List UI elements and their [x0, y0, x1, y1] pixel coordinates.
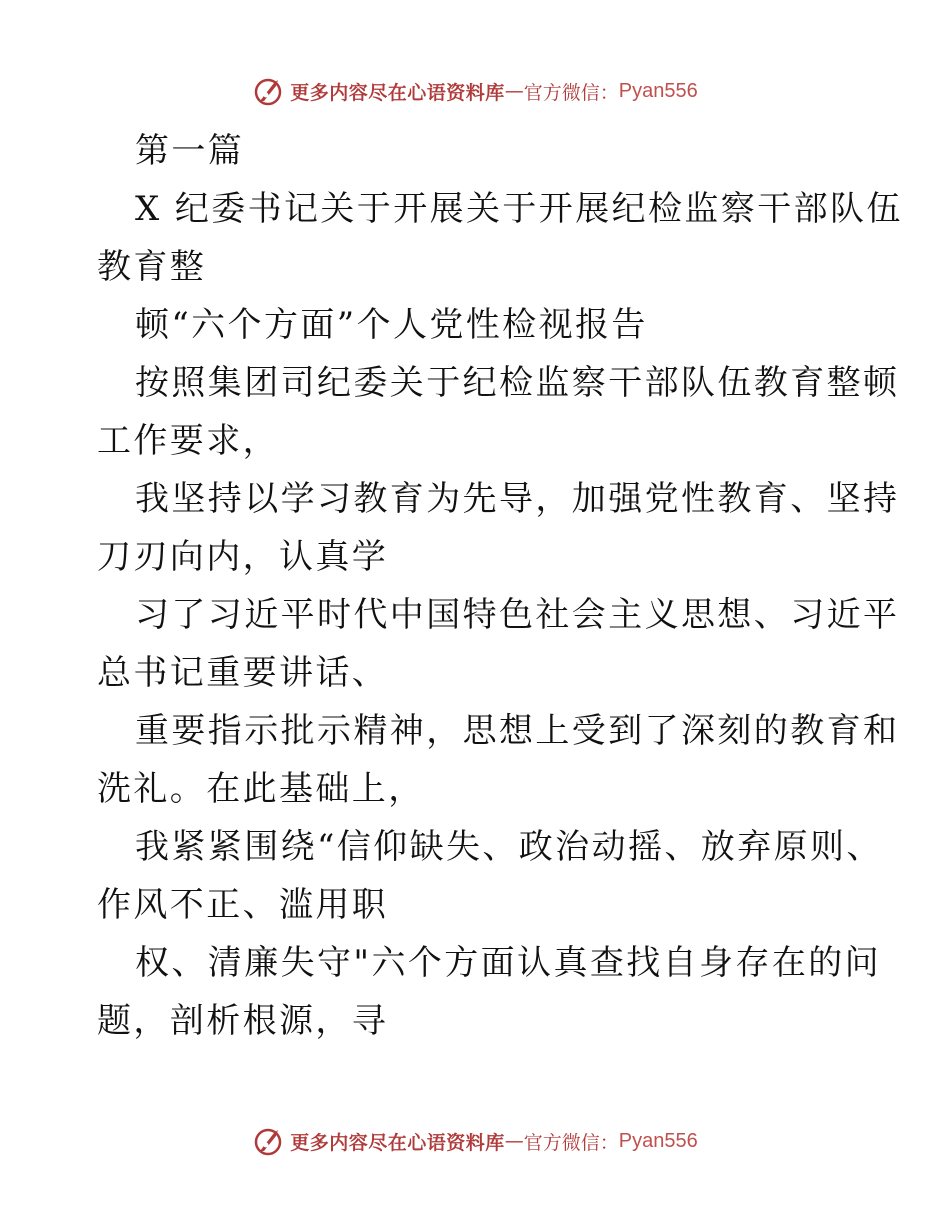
footer-banner: [0, 1121, 950, 1161]
quill-pen-logo-icon: [252, 1125, 284, 1157]
doc-line: 教育整: [97, 247, 207, 287]
doc-line: 习了习近平时代中国特色社会主义思想、习近平: [135, 595, 900, 635]
document-body: [97, 122, 903, 1050]
doc-line: 作风不正、滥用职: [97, 885, 389, 925]
doc-line: 题，剖析根源，寻: [97, 1001, 389, 1041]
doc-line: 我紧紧围绕“信仰缺失、政治动摇、放弃原则、: [135, 827, 883, 867]
doc-line: 按照集团司纪委关于纪检监察干部队伍教育整顿: [135, 363, 900, 403]
doc-line: 刀刃向内，认真学: [97, 537, 389, 577]
doc-line: 第一篇: [135, 131, 245, 171]
banner-brand-text: 更多内容尽在心语资料库: [290, 81, 505, 104]
banner-wechat-label: 官方微信：: [523, 1131, 619, 1154]
banner-brand-text: 更多内容尽在心语资料库: [290, 1131, 505, 1154]
banner-wechat-label: 官方微信：: [523, 81, 619, 104]
banner-dash: —: [504, 80, 524, 102]
doc-line: 顿“六个方面”个人党性检视报告: [135, 305, 648, 345]
banner-wechat-id: Pyan556: [618, 79, 698, 102]
header-banner: [0, 71, 950, 111]
banner-dash: —: [504, 1130, 524, 1152]
doc-line: 权、清廉失守"六个方面认真查找自身存在的问: [135, 943, 882, 983]
banner-wechat-id: Pyan556: [618, 1129, 698, 1152]
doc-line: 工作要求，: [97, 421, 279, 461]
doc-line: 重要指示批示精神，思想上受到了深刻的教育和: [135, 711, 900, 751]
quill-pen-logo-icon: [252, 75, 284, 107]
doc-line: 总书记重要讲话、: [97, 653, 389, 693]
doc-line: 洗礼。在此基础上，: [97, 769, 425, 809]
doc-line: X 纪委书记关于开展关于开展纪检监察干部队伍: [135, 189, 903, 229]
doc-line: 我坚持以学习教育为先导，加强党性教育、坚持: [135, 479, 900, 519]
